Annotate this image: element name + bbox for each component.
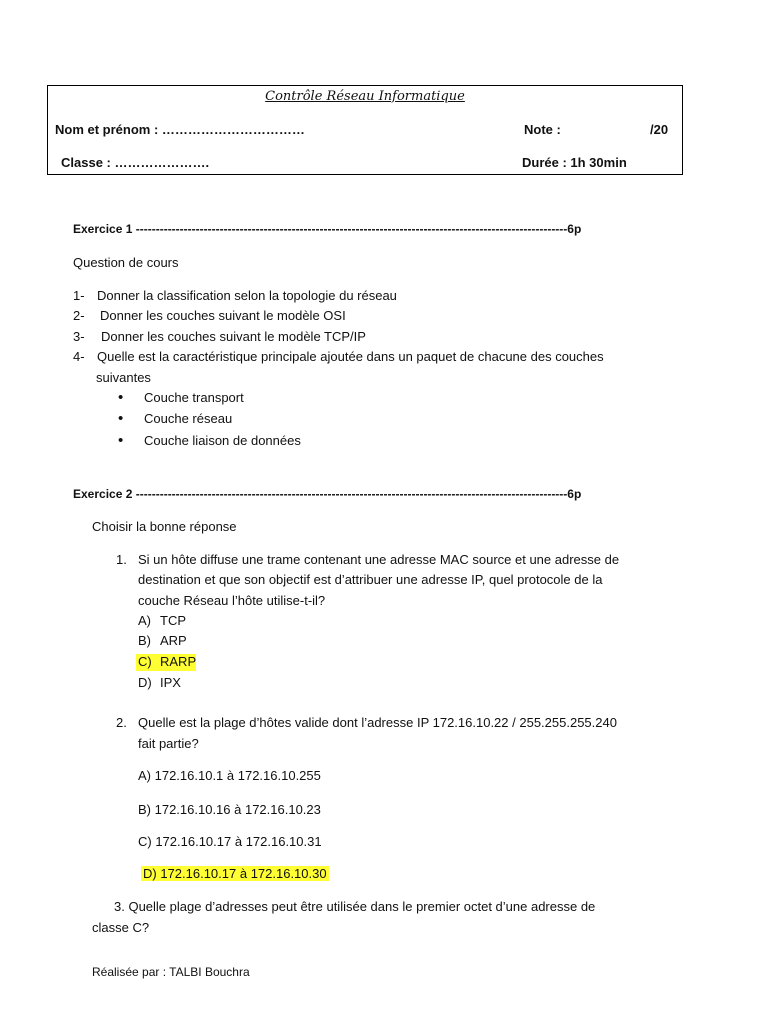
exercise2-subtitle: Choisir la bonne réponse — [92, 519, 237, 534]
exercise2-title: Exercice 2 ------------------------------------------------------------------------------------------------------------6p — [73, 487, 582, 501]
bullet-item: Couche réseau — [144, 411, 233, 426]
ex2-q1-option-a: TCP — [160, 613, 186, 628]
header-box — [47, 85, 683, 175]
ex2-q1-option-c-correct: RARP — [160, 654, 197, 669]
ex2-q1-option-d: IPX — [160, 675, 181, 690]
footer-author: Réalisée par : TALBI Bouchra — [92, 965, 250, 979]
bullet-icon: • — [118, 389, 124, 406]
ex2-q1-option-b: ARP — [160, 633, 187, 648]
exam-title: Contrôle Réseau Informatique — [265, 89, 465, 104]
ex1-q1-number: 1- — [73, 288, 85, 303]
ex2-q1-option-c-label: C) — [138, 654, 152, 669]
ex2-q1-line: destination et que son objectif est d’attribuer une adresse IP, quel protocole de la — [138, 572, 603, 587]
ex2-q2-option-d-correct: D) 172.16.10.17 à 172.16.10.30 — [143, 866, 327, 881]
ex1-q4-text-cont: suivantes — [96, 370, 151, 385]
ex2-q1-number: 1. — [116, 552, 127, 567]
class-field-label: Classe : …………………. — [61, 155, 210, 170]
ex2-q1-option-a-label: A) — [138, 613, 151, 628]
exercise1-subtitle: Question de cours — [73, 255, 179, 270]
ex2-q1-line: Si un hôte diffuse une trame contenant une adresse MAC source et une adresse de — [138, 552, 620, 567]
duration-label: Durée : 1h 30min — [522, 155, 627, 170]
ex1-q3-text: Donner les couches suivant le modèle TCP/IP — [101, 329, 366, 344]
note-total: /20 — [650, 122, 669, 137]
ex2-q1-option-d-label: D) — [138, 675, 152, 690]
bullet-item: Couche transport — [144, 390, 244, 405]
ex1-q4-text: Quelle est la caractéristique principale ajoutée dans un paquet de chacune des couches — [97, 349, 604, 364]
bullet-icon: • — [118, 432, 124, 449]
exercise1-title: Exercice 1 ------------------------------------------------------------------------------------------------------------6p — [73, 222, 582, 236]
ex1-q2-number: 2- — [73, 308, 85, 323]
bullet-icon: • — [118, 410, 124, 427]
ex2-q2-option-c: C) 172.16.10.17 à 172.16.10.31 — [138, 834, 322, 849]
name-field-label: Nom et prénom : …………………………… — [55, 122, 305, 137]
ex2-q2-number: 2. — [116, 715, 127, 730]
ex1-q3-number: 3- — [73, 329, 85, 344]
ex2-q2-option-b: B) 172.16.10.16 à 172.16.10.23 — [138, 802, 321, 817]
ex1-q1-text: Donner la classification selon la topologie du réseau — [97, 288, 397, 303]
ex2-q2-option-a: A) 172.16.10.1 à 172.16.10.255 — [138, 768, 321, 783]
ex2-q1-line: couche Réseau l’hôte utilise-t-il? — [138, 593, 326, 608]
ex2-q1-option-b-label: B) — [138, 633, 151, 648]
ex2-q2-line: Quelle est la plage d’hôtes valide dont l’adresse IP 172.16.10.22 / 255.255.255.240 — [138, 715, 617, 730]
bullet-item: Couche liaison de données — [144, 433, 301, 448]
ex2-q3-line: 3. Quelle plage d’adresses peut être utilisée dans le premier octet d’une adresse de — [114, 899, 596, 914]
ex2-q2-line: fait partie? — [138, 736, 199, 751]
ex2-q3-line: classe C? — [92, 920, 150, 935]
ex1-q2-text: Donner les couches suivant le modèle OSI — [100, 308, 346, 323]
note-label: Note : — [524, 122, 561, 137]
ex1-q4-number: 4- — [73, 349, 85, 364]
